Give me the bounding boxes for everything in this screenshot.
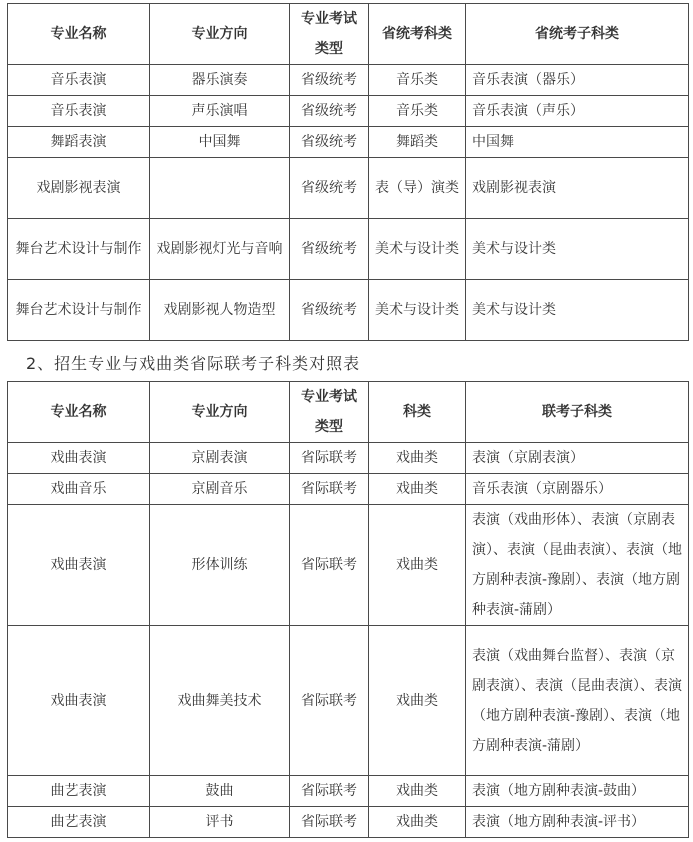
cell-major-direction: 器乐演奏	[150, 65, 290, 96]
cell-major-direction: 鼓曲	[150, 776, 290, 807]
cell-major-name: 戏曲表演	[8, 505, 150, 626]
cell-joint-subcategory: 表演（戏曲舞台监督）、表演（京剧表演）、表演（昆曲表演）、表演（地方剧种表演-豫剧）、表演（地方剧种表演-蒲剧）	[466, 626, 689, 776]
cell-exam-subcategory: 音乐表演（器乐）	[466, 65, 689, 96]
cell-major-direction: 形体训练	[150, 505, 290, 626]
province-exam-table	[7, 3, 689, 341]
cell-exam-type: 省级统考	[290, 96, 369, 127]
cell-exam-subcategory: 戏剧影视表演	[466, 158, 689, 219]
joint-exam-table	[7, 381, 689, 838]
cell-exam-category: 美术与设计类	[369, 280, 466, 341]
cell-major-direction: 京剧音乐	[150, 474, 290, 505]
header-category: 科类	[369, 382, 466, 443]
cell-major-name: 曲艺表演	[8, 807, 150, 838]
cell-exam-category: 音乐类	[369, 65, 466, 96]
cell-exam-category: 表（导）演类	[369, 158, 466, 219]
table-row	[8, 776, 689, 807]
cell-exam-type: 省际联考	[290, 443, 369, 474]
cell-major-name: 戏剧影视表演	[8, 158, 150, 219]
header-major-direction: 专业方向	[150, 382, 290, 443]
cell-major-name: 舞蹈表演	[8, 127, 150, 158]
cell-joint-subcategory: 表演（地方剧种表演-鼓曲）	[466, 776, 689, 807]
cell-major-name: 戏曲表演	[8, 443, 150, 474]
table-row	[8, 96, 689, 127]
table-header-row	[8, 4, 689, 65]
cell-major-direction: 京剧表演	[150, 443, 290, 474]
cell-category: 戏曲类	[369, 626, 466, 776]
cell-major-direction: 评书	[150, 807, 290, 838]
table-row	[8, 626, 689, 776]
table-row	[8, 65, 689, 96]
section-heading: 2、招生专业与戏曲类省际联考子科类对照表	[26, 354, 361, 373]
header-exam-type: 专业考试类型	[290, 4, 369, 65]
cell-exam-type: 省级统考	[290, 280, 369, 341]
table-row	[8, 158, 689, 219]
cell-major-direction: 戏剧影视灯光与音响	[150, 219, 290, 280]
table-row	[8, 474, 689, 505]
cell-major-name: 戏曲音乐	[8, 474, 150, 505]
cell-exam-category: 美术与设计类	[369, 219, 466, 280]
table-row	[8, 443, 689, 474]
header-exam-category: 省统考科类	[369, 4, 466, 65]
cell-major-name: 戏曲表演	[8, 626, 150, 776]
table-header-row	[8, 382, 689, 443]
cell-category: 戏曲类	[369, 807, 466, 838]
cell-exam-type: 省际联考	[290, 474, 369, 505]
cell-exam-type: 省际联考	[290, 505, 369, 626]
cell-major-name: 曲艺表演	[8, 776, 150, 807]
cell-category: 戏曲类	[369, 474, 466, 505]
cell-major-direction: 戏曲舞美技术	[150, 626, 290, 776]
header-major-name: 专业名称	[8, 382, 150, 443]
cell-category: 戏曲类	[369, 443, 466, 474]
table-row	[8, 219, 689, 280]
cell-exam-category: 舞蹈类	[369, 127, 466, 158]
header-joint-subcategory: 联考子科类	[466, 382, 689, 443]
cell-exam-type: 省级统考	[290, 65, 369, 96]
cell-major-direction: 戏剧影视人物造型	[150, 280, 290, 341]
table-row	[8, 280, 689, 341]
cell-category: 戏曲类	[369, 505, 466, 626]
table-row	[8, 807, 689, 838]
cell-exam-subcategory: 美术与设计类	[466, 280, 689, 341]
cell-exam-type: 省级统考	[290, 127, 369, 158]
cell-exam-subcategory: 音乐表演（声乐）	[466, 96, 689, 127]
cell-exam-category: 音乐类	[369, 96, 466, 127]
cell-exam-subcategory: 中国舞	[466, 127, 689, 158]
cell-major-name: 舞台艺术设计与制作	[8, 219, 150, 280]
cell-exam-subcategory: 美术与设计类	[466, 219, 689, 280]
cell-joint-subcategory: 音乐表演（京剧器乐）	[466, 474, 689, 505]
cell-major-name: 舞台艺术设计与制作	[8, 280, 150, 341]
cell-joint-subcategory: 表演（戏曲形体）、表演（京剧表演）、表演（昆曲表演）、表演（地方剧种表演-豫剧）、表演（地方剧种表演-蒲剧）	[466, 505, 689, 626]
table-row	[8, 127, 689, 158]
cell-major-direction: 声乐演唱	[150, 96, 290, 127]
cell-joint-subcategory: 表演（地方剧种表演-评书）	[466, 807, 689, 838]
table-row	[8, 505, 689, 626]
header-exam-subcategory: 省统考子科类	[466, 4, 689, 65]
cell-exam-type: 省际联考	[290, 807, 369, 838]
header-major-direction: 专业方向	[150, 4, 290, 65]
header-exam-type: 专业考试类型	[290, 382, 369, 443]
cell-major-name: 音乐表演	[8, 65, 150, 96]
cell-joint-subcategory: 表演（京剧表演）	[466, 443, 689, 474]
cell-major-direction: 中国舞	[150, 127, 290, 158]
cell-exam-type: 省级统考	[290, 219, 369, 280]
header-major-name: 专业名称	[8, 4, 150, 65]
cell-major-direction	[150, 158, 290, 219]
cell-exam-type: 省际联考	[290, 626, 369, 776]
cell-exam-type: 省级统考	[290, 158, 369, 219]
cell-major-name: 音乐表演	[8, 96, 150, 127]
cell-category: 戏曲类	[369, 776, 466, 807]
cell-exam-type: 省际联考	[290, 776, 369, 807]
